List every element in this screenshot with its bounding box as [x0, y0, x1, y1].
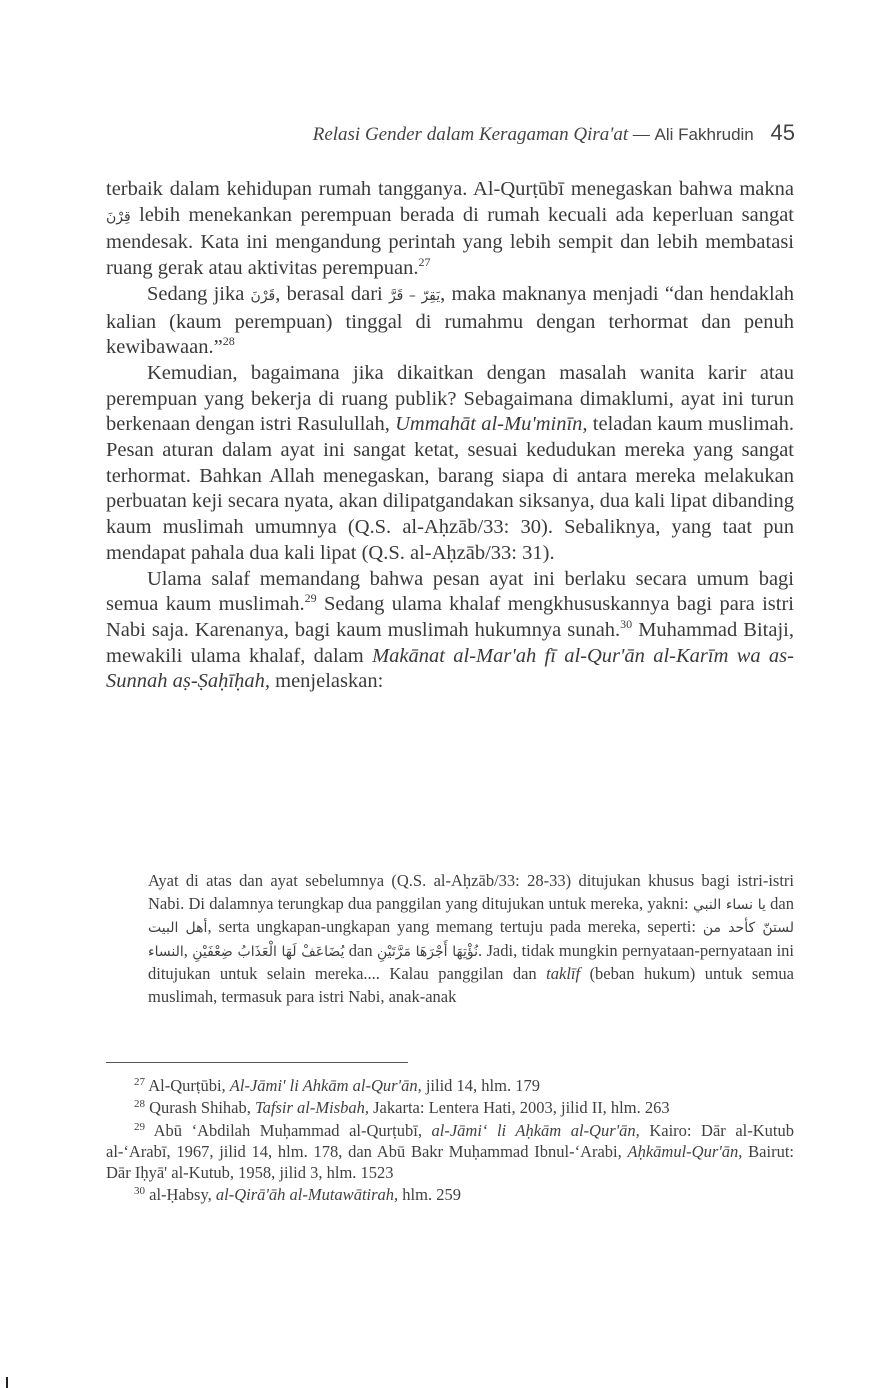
page-number: 45	[770, 120, 795, 145]
text-run: Kairo: Dār al-Kutub al-‘Arabī, 1967, jilid 14, hlm. 178, dan Abū Bakr Muḥammad Ibnul-‘Arabi,	[106, 1120, 794, 1161]
text-run: (beban hukum) untuk semua muslimah, termasuk para istri Nabi, anak-anak	[148, 964, 794, 1006]
paragraph-2	[106, 282, 794, 361]
paragraph-4	[106, 567, 794, 696]
arabic-term: قِرْنَ	[106, 208, 131, 225]
footnote-ref-29: 29	[304, 591, 317, 606]
footnote-28	[106, 1097, 794, 1118]
main-text	[106, 177, 794, 695]
running-title: Relasi Gender dalam Keragaman Qira'at —	[312, 124, 650, 145]
footnotes	[106, 1075, 794, 1206]
text-run: Al-Qurṭūbi,	[145, 1076, 230, 1095]
text-run: Qurash Shihab,	[145, 1098, 255, 1118]
arabic-term: نُؤْتِهَا أَجْرَهَا مَرَّتَيْنِ	[376, 943, 478, 960]
text-run: Jakarta: Lentera Hati, 2003, jilid II, hlm. 263	[369, 1098, 670, 1118]
footnote-30	[106, 1184, 794, 1205]
arabic-term: يَقِرّ – قَرَّ	[388, 287, 441, 304]
text-run: hlm. 259	[398, 1185, 461, 1205]
text-run: menjelaskan:	[270, 670, 384, 693]
footnote-ref-30: 30	[620, 616, 633, 631]
footnote-number: 27	[134, 1076, 145, 1088]
text-run: dan	[344, 940, 377, 960]
footnote-ref-28: 28	[222, 334, 235, 349]
book-title: al-Qirā'āh al-Mutawātirah,	[215, 1185, 399, 1205]
book-title: al-Jāmi‘ li Aḥkām al-Qur'ān,	[431, 1120, 640, 1140]
footnote-29	[106, 1120, 794, 1184]
footnote-divider	[106, 1062, 408, 1063]
text-run: Muhammad Bitaji, mewakili ulama khalaf, dalam	[106, 618, 794, 667]
text-run: lebih menekankan perempuan berada di rumah kecuali ada keperluan sangat mendesak. Kata ini mengandung perintah yang lebih sempit dan lebih membatasi ruang gerak atau aktivitas perempuan.	[106, 203, 794, 280]
arabic-term: أهل البيت	[148, 920, 208, 937]
footnote-number: 30	[134, 1185, 145, 1198]
text-run: teladan kaum muslimah. Pesan aturan dalam ayat ini sangat ketat, sesuai kedudukan mereka yang sangat terhormat. Bahkan Allah menegaskan, barang siapa di antara mereka melakukan perbuatan keji secara nyata, akan dilipatgandakan siksanya, dua kali lipat dibanding kaum muslimah umumnya (Q.S. al-Aḥzāb/33: 30). Sebaliknya, yang taat pun mendapat pahala dua kali lipat (Q.S. al-Aḥzāb/33: 31).	[106, 413, 795, 564]
text-run: terbaik dalam kehidupan rumah tangganya. Al-Qurṭūbī menegaskan bahwa makna	[106, 178, 794, 200]
arabic-term: يا نساء النبي	[692, 896, 766, 913]
footnote-number: 29	[134, 1120, 145, 1133]
text-run: dan	[765, 893, 795, 913]
text-run: Bairut: Dār Iḥyā' al-Kutub, 1958, jilid 3, hlm. 1523	[106, 1141, 795, 1183]
italic-term: Ummahāt al-Mu'minīn,	[395, 413, 588, 436]
text-run: Sedang ulama khalaf mengkhususkannya bagi para istri Nabi saja. Karenanya, bagi kaum muslimah hukumnya sunah.	[106, 593, 794, 641]
book-title: Makānat al-Mar'ah fī al-Qur'ān al-Karīm wa as-Sunnah aṣ-Ṣaḥīḥah,	[106, 644, 794, 693]
text-run: ,	[183, 940, 193, 960]
text-run: jilid 14, hlm. 179	[421, 1076, 540, 1095]
italic-term: taklīf	[546, 964, 581, 984]
running-header	[230, 120, 795, 146]
scan-edge-mark	[6, 1377, 8, 1388]
text-run: Ulama salaf memandang bahwa pesan ayat ini berlaku secara umum bagi semua kaum muslimah.	[106, 567, 794, 616]
footnote-ref-27: 27	[418, 255, 431, 270]
arabic-term: قَرْنَ	[250, 287, 276, 304]
arabic-term: يُضَاعَفْ لَهَا الْعَذَابُ ضِعْفَيْنِ	[192, 943, 345, 960]
arabic-term: لستنّ كأحد من النساء	[148, 920, 794, 960]
footnote-27	[106, 1075, 794, 1096]
book-title: Aḥkāmul-Qur'ān,	[627, 1141, 743, 1161]
text-run: , serta ungkapan-ungkapan yang memang tertuju pada mereka, seperti:	[207, 917, 703, 937]
text-run: , berasal dari	[275, 282, 389, 305]
text-run: Kemudian, bagaimana jika dikaitkan dengan masalah wanita karir atau perempuan yang bekerja di ruang publik? Sebagaimana dimaklumi, ayat ini turun berkenaan dengan istri Rasulullah,	[106, 361, 794, 436]
paragraph-3	[106, 361, 794, 567]
footnote-number: 28	[134, 1098, 145, 1111]
running-author: Ali Fakhrudin	[654, 125, 754, 144]
paragraph-1	[106, 177, 794, 282]
text-run: al-Ḥabsy,	[145, 1185, 216, 1205]
text-run: . Jadi, tidak mungkin pernyataan-pernyataan ini ditujukan untuk selain mereka.... Kalau panggilan dan	[148, 940, 794, 984]
book-title: Tafsir al-Misbah,	[255, 1098, 370, 1118]
quote-text	[148, 870, 794, 1009]
book-title: Al-Jāmi' li Ahkām al-Qur'ān,	[229, 1076, 422, 1095]
block-quote	[148, 870, 794, 1009]
text-run: Abū ‘Abdilah Muḥammad al-Qurṭubī,	[145, 1120, 432, 1140]
text-run: , maka maknanya menjadi “dan hendaklah kalian (kaum perempuan) tinggal di rumahmu dengan terhormat dan penuh kewibawaan.”	[106, 282, 794, 359]
text-run: Ayat di atas dan ayat sebelumnya (Q.S. al-Aḥzāb/33: 28-33) ditujukan khusus bagi istri-istri Nabi. Di dalamnya terungkap dua panggilan yang ditujukan untuk mereka, yakni:	[148, 871, 794, 913]
text-run: Sedang jika	[147, 282, 251, 305]
